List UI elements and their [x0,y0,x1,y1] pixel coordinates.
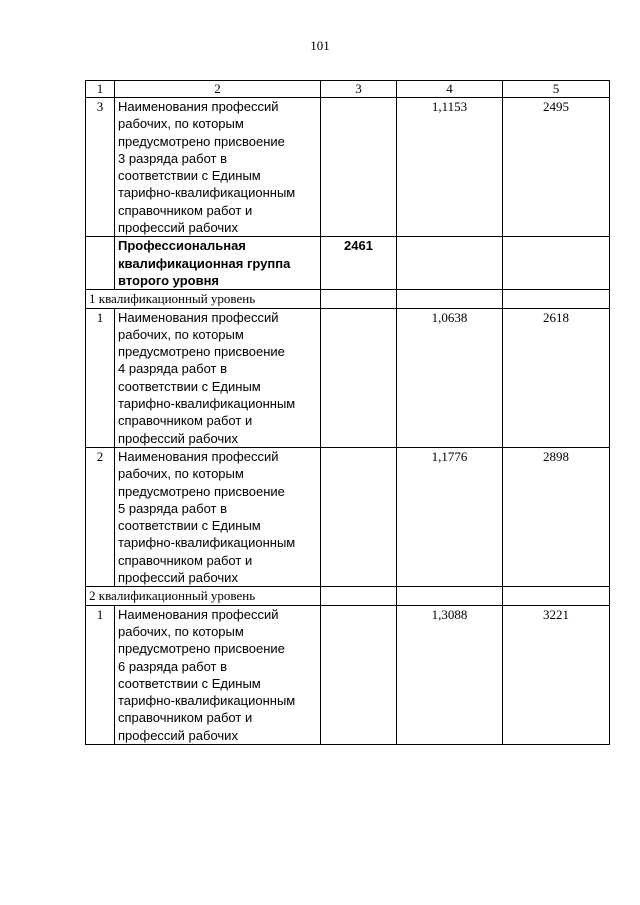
empty-cell [503,290,610,308]
empty-cell [321,290,397,308]
qualification-level-label: 1 квалификационный уровень [86,290,321,308]
salary-cell: 2618 [503,308,610,447]
header-cell: 4 [397,81,503,98]
group-title [115,237,321,290]
header-cell: 1 [86,81,115,98]
row-number: 1 [86,308,115,447]
coefficient-cell: 1,3088 [397,605,503,744]
page-number: 101 [310,38,330,53]
description-line: тарифно-квалификационным [118,185,296,201]
description-line: соответствии с Единым [118,675,261,691]
base-salary-cell [321,98,397,237]
description-line: рабочих, по которым [118,116,244,132]
tariff-table [85,80,610,745]
description-line: справочником работ и [118,552,253,568]
description-line: 5 разряда работ в [118,500,227,516]
description-line: соответствии с Единым [118,168,261,184]
description-line: Наименования профессий [118,448,279,464]
description-line: профессий рабочих [118,727,238,743]
coefficient-cell: 1,0638 [397,308,503,447]
empty-cell [397,237,503,290]
description-line: предусмотрено присвоение [118,641,285,657]
group-title-line: Профессиональная [118,238,246,254]
salary-cell: 2495 [503,98,610,237]
table-header-row [86,81,610,98]
empty-cell [503,587,610,605]
description-line: Наименования профессий [118,309,279,325]
description-line: предусмотрено присвоение [118,344,285,360]
empty-cell [86,237,115,290]
row-number: 3 [86,98,115,237]
group-title-line: второго уровня [118,272,220,288]
description-line: соответствии с Единым [118,518,261,534]
row-number: 1 [86,605,115,744]
header-cell: 2 [115,81,321,98]
profession-description [115,605,321,744]
header-cell: 3 [321,81,397,98]
description-line: соответствии с Единым [118,378,261,394]
description-line: предусмотрено присвоение [118,483,285,499]
empty-cell [503,237,610,290]
description-line: 4 разряда работ в [118,361,227,377]
description-line: тарифно-квалификационным [118,535,296,551]
profession-description [115,447,321,586]
description-line: тарифно-квалификационным [118,396,296,412]
group-base-salary: 2461 [321,237,397,290]
description-line: справочником работ и [118,413,253,429]
table-row [86,308,610,447]
description-line: 6 разряда работ в [118,658,227,674]
description-line: предусмотрено присвоение [118,133,285,149]
level-row [86,290,610,308]
profession-description [115,308,321,447]
description-line: тарифно-квалификационным [118,693,296,709]
description-line: профессий рабочих [118,430,238,446]
level-row [86,587,610,605]
description-line: рабочих, по которым [118,623,244,639]
empty-cell [321,308,397,447]
row-number: 2 [86,447,115,586]
table-row [86,98,610,237]
qualification-level-label: 2 квалификационный уровень [86,587,321,605]
description-line: профессий рабочих [118,570,238,586]
description-line: 3 разряда работ в [118,150,227,166]
salary-cell: 2898 [503,447,610,586]
description-line: справочником работ и [118,710,253,726]
table-row [86,447,610,586]
group-row [86,237,610,290]
description-line: рабочих, по которым [118,326,244,342]
table-row [86,605,610,744]
coefficient-cell: 1,1776 [397,447,503,586]
empty-cell [321,447,397,586]
description-line: рабочих, по которым [118,466,244,482]
header-cell: 5 [503,81,610,98]
coefficient-cell: 1,1153 [397,98,503,237]
group-title-line: квалификационная группа [118,255,291,271]
empty-cell [321,587,397,605]
empty-cell [397,587,503,605]
empty-cell [397,290,503,308]
salary-cell: 3221 [503,605,610,744]
empty-cell [321,605,397,744]
description-line: Наименования профессий [118,606,279,622]
description-line: справочником работ и [118,202,253,218]
profession-description [115,98,321,237]
description-line: профессий рабочих [118,220,238,236]
description-line: Наименования профессий [118,99,279,114]
